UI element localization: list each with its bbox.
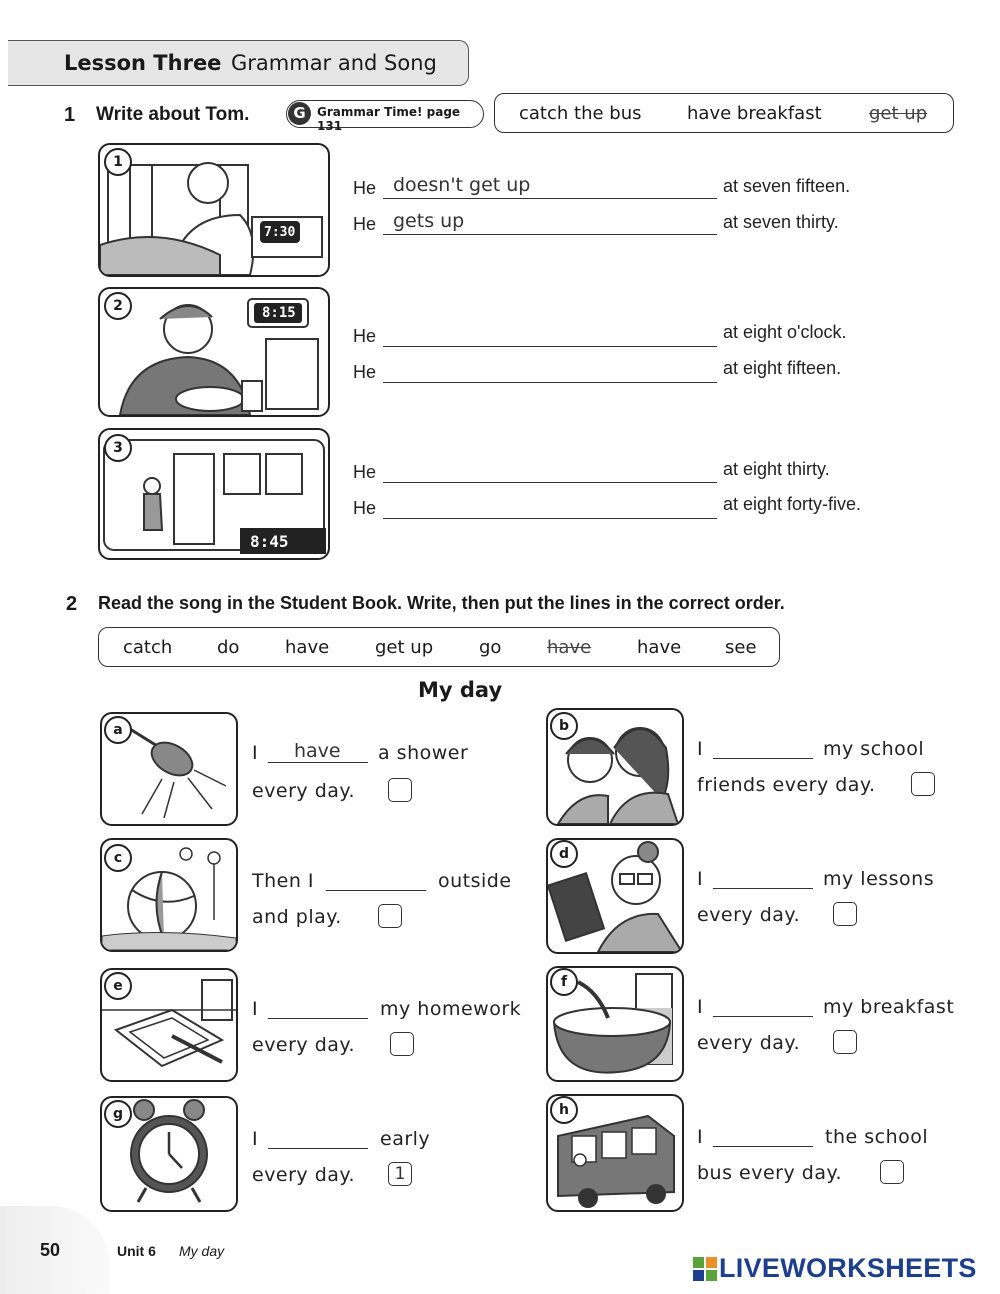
answer-line[interactable] [383,176,717,199]
lesson-title: Grammar and Song [231,51,437,75]
liveworksheets-logo[interactable] [693,1253,993,1287]
order-box[interactable] [911,772,935,796]
song-line-post: a shower [378,742,469,764]
ex2-instruction: Read the song in the Student Book. Write, then put the lines in the correct order. [98,593,785,613]
clock-display: 7:30 [264,225,296,240]
answer-line[interactable] [326,868,426,891]
answer-line[interactable] [383,212,717,235]
time-text: at seven thirty. [723,212,839,232]
grammar-g-icon: G [288,102,311,125]
answer-line[interactable] [713,866,813,889]
order-box[interactable] [833,902,857,926]
song-line-2: friends every day. [697,774,876,796]
lesson-label: Lesson Three [64,51,222,75]
liveworksheets-icon [693,1257,717,1281]
subject: He [353,214,377,234]
item-letter: c [104,844,132,872]
time-text: at eight forty-five. [723,494,862,514]
song-line-2: and play. [252,906,342,928]
answer-line[interactable] [713,994,813,1017]
word-bank-item-used: get up [869,103,928,124]
picture-tom-in-bed [98,143,330,277]
song-line-pre: I [697,1126,704,1148]
song-line-pre: I [697,868,704,890]
song-line-pre: Then I [252,870,315,892]
item-letter: e [104,972,132,1000]
answer-line[interactable] [383,460,717,483]
item-letter: d [550,840,578,868]
answer-line[interactable] [383,324,717,347]
bed-illustration [100,145,328,275]
song-line-pre: I [252,742,259,764]
song-line-2: every day. [252,1034,355,1056]
song-line-2: every day. [697,904,800,926]
song-line-2: bus every day. [697,1162,843,1184]
subject: He [353,462,377,482]
subject: He [353,178,377,198]
song-line-post: the school [825,1126,929,1148]
answer-line[interactable] [268,996,368,1019]
song-line-post: my homework [380,998,522,1020]
answer-text: gets up [393,210,465,232]
order-box[interactable] [833,1030,857,1054]
word-bank-item: have [285,637,330,658]
item-letter: a [104,716,132,744]
lesson-header [8,40,469,86]
time-text: at eight thirty. [723,459,830,479]
answer-line[interactable] [713,736,813,759]
item-letter: h [550,1096,578,1124]
subject: He [353,362,377,382]
song-line-2: every day. [252,780,355,802]
song-title: My day [418,678,503,702]
item-number: 2 [104,292,132,320]
order-box[interactable] [388,778,412,802]
song-line-pre: I [697,996,704,1018]
item-number: 3 [104,434,132,462]
item-letter: b [550,712,578,740]
item-letter: f [550,968,578,996]
word-bank-item: go [479,637,502,658]
time-text: at seven fifteen. [723,176,851,196]
answer-text: have [294,740,341,762]
page-number: 50 [40,1240,61,1260]
clock-display: 8:15 [262,305,296,321]
song-line-post: my school [823,738,925,760]
word-bank-item: catch the bus [519,103,642,124]
picture-tom-bus [98,428,330,560]
song-line-2: every day. [252,1164,355,1186]
order-box[interactable] [378,904,402,928]
ex1-instruction: Write about Tom. [96,104,250,125]
unit-title: My day [179,1243,225,1259]
answer-line[interactable] [268,740,368,763]
time-text: at eight fifteen. [723,358,842,378]
song-line-post: my breakfast [823,996,955,1018]
subject: He [353,326,377,346]
unit-label: Unit 6 [117,1243,156,1259]
word-bank-item: have breakfast [687,103,822,124]
answer-line[interactable] [383,496,717,519]
word-bank-item-used: have [547,637,592,658]
song-line-post: outside [438,870,512,892]
order-box[interactable]: 1 [388,1162,412,1186]
word-bank-item: get up [375,637,434,658]
word-bank-item: catch [123,637,173,658]
ex2-word-bank [98,627,780,667]
picture-tom-breakfast [98,287,330,417]
word-bank-item: do [217,637,240,658]
song-line-pre: I [252,998,259,1020]
order-box[interactable] [880,1160,904,1184]
subject: He [353,498,377,518]
ex1-word-bank [494,93,954,133]
song-line-post: my lessons [823,868,935,890]
ex2-number: 2 [66,593,78,615]
grammar-time-badge[interactable] [286,100,484,133]
order-box[interactable] [390,1032,414,1056]
word-bank-item: see [725,637,757,658]
item-number: 1 [104,148,132,176]
clock-display: 8:45 [250,532,289,551]
song-line-post: early [380,1128,431,1150]
bus-illustration [100,430,328,558]
song-line-pre: I [252,1128,259,1150]
answer-text: doesn't get up [393,174,531,196]
grammar-time-label: Grammar Time! page 131 [317,105,461,133]
song-line-2: every day. [697,1032,800,1054]
time-text: at eight o'clock. [723,322,847,342]
answer-line[interactable] [383,360,717,383]
item-letter: g [104,1100,132,1128]
brand-text: LIVEWORKSHEETS [719,1253,977,1283]
word-bank-item: have [637,637,682,658]
answer-line[interactable] [268,1126,368,1149]
answer-line[interactable] [713,1124,813,1147]
ex1-number: 1 [64,104,76,126]
song-line-pre: I [697,738,704,760]
